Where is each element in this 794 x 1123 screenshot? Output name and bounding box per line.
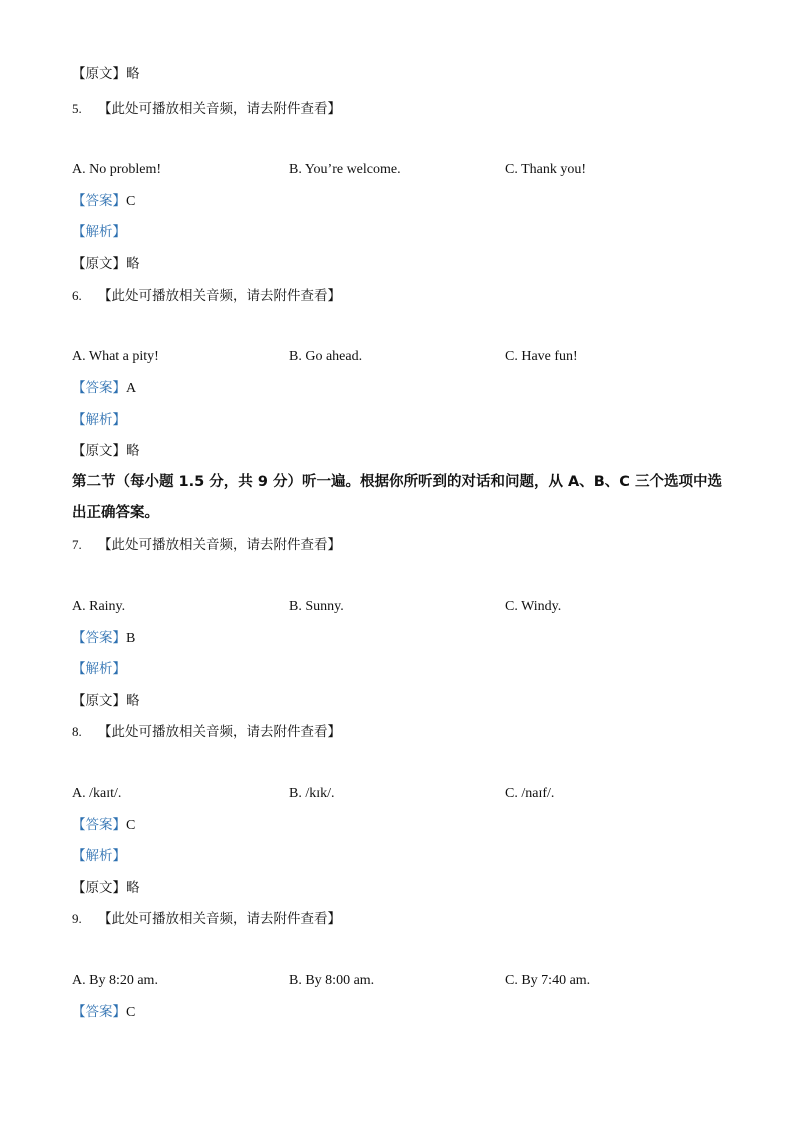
option-c: C. Windy. <box>505 599 562 614</box>
audio-note: 【此处可播放相关音频，请去附件查看】 <box>98 101 341 117</box>
question-8-audio <box>72 722 341 743</box>
option-b: B. Sunny. <box>289 599 344 614</box>
original-text-line <box>72 878 140 899</box>
analysis-line <box>72 222 126 243</box>
original-text-label: 【原文】 <box>72 66 126 82</box>
original-text-value: 略 <box>126 443 140 459</box>
answer-value: B <box>126 631 136 646</box>
answer-line <box>72 628 135 649</box>
original-text-line <box>72 64 140 85</box>
answer-label: 【答案】 <box>72 193 126 209</box>
answer-line <box>72 191 135 212</box>
option-b: B. /kɪk/. <box>289 786 335 801</box>
original-text-label: 【原文】 <box>72 256 126 272</box>
analysis-label: 【解析】 <box>72 848 126 864</box>
option-a: A. What a pity! <box>72 349 159 364</box>
option-c: C. /naɪf/. <box>505 786 555 801</box>
option-a: A. Rainy. <box>72 599 126 614</box>
option-c: C. Thank you! <box>505 162 587 177</box>
question-number: 8. <box>72 724 82 739</box>
original-text-label: 【原文】 <box>72 880 126 896</box>
original-text-value: 略 <box>126 256 140 272</box>
original-text-value: 略 <box>126 693 140 709</box>
answer-line <box>72 815 135 836</box>
option-c: C. By 7:40 am. <box>505 973 591 988</box>
answer-value: A <box>126 381 137 396</box>
question-5-audio <box>72 99 341 120</box>
option-c: C. Have fun! <box>505 349 578 364</box>
question-number: 7. <box>72 537 82 552</box>
question-9-audio <box>72 909 341 930</box>
answer-value: C <box>126 194 136 209</box>
answer-value: C <box>126 818 136 833</box>
option-a: A. /kaɪt/. <box>72 786 122 801</box>
option-a: A. No problem! <box>72 162 162 177</box>
audio-note: 【此处可播放相关音频，请去附件查看】 <box>98 911 341 927</box>
original-text-label: 【原文】 <box>72 693 126 709</box>
option-b: B. By 8:00 am. <box>289 973 375 988</box>
question-number: 6. <box>72 288 82 303</box>
original-text-line <box>72 691 140 712</box>
question-number: 5. <box>72 101 82 116</box>
answer-line <box>72 1002 135 1023</box>
answer-value: C <box>126 1005 136 1020</box>
audio-note: 【此处可播放相关音频，请去附件查看】 <box>98 288 341 304</box>
answer-label: 【答案】 <box>72 817 126 833</box>
analysis-label: 【解析】 <box>72 412 126 428</box>
answer-line <box>72 378 136 399</box>
analysis-label: 【解析】 <box>72 224 126 240</box>
question-number: 9. <box>72 911 82 926</box>
analysis-label: 【解析】 <box>72 661 126 677</box>
answer-label: 【答案】 <box>72 630 126 646</box>
option-a: A. By 8:20 am. <box>72 973 158 988</box>
section-heading: 第二节（每小题 1.5 分，共 9 分）听一遍。根据你所听到的对话和问题，从 A、B、C 三个选项中选出正确答案。 <box>72 474 722 521</box>
question-7-audio <box>72 535 341 556</box>
question-6-audio <box>72 286 341 307</box>
analysis-line <box>72 659 126 680</box>
original-text-line <box>72 441 140 462</box>
original-text-value: 略 <box>126 880 140 896</box>
original-text-label: 【原文】 <box>72 443 126 459</box>
analysis-line <box>72 410 126 431</box>
audio-note: 【此处可播放相关音频，请去附件查看】 <box>98 724 341 740</box>
answer-label: 【答案】 <box>72 380 126 396</box>
option-b: B. You’re welcome. <box>289 162 401 177</box>
original-text-line <box>72 254 140 275</box>
answer-label: 【答案】 <box>72 1004 126 1020</box>
original-text-value: 略 <box>126 66 140 82</box>
option-b: B. Go ahead. <box>289 349 363 364</box>
analysis-line <box>72 846 126 867</box>
audio-note: 【此处可播放相关音频，请去附件查看】 <box>98 537 341 553</box>
